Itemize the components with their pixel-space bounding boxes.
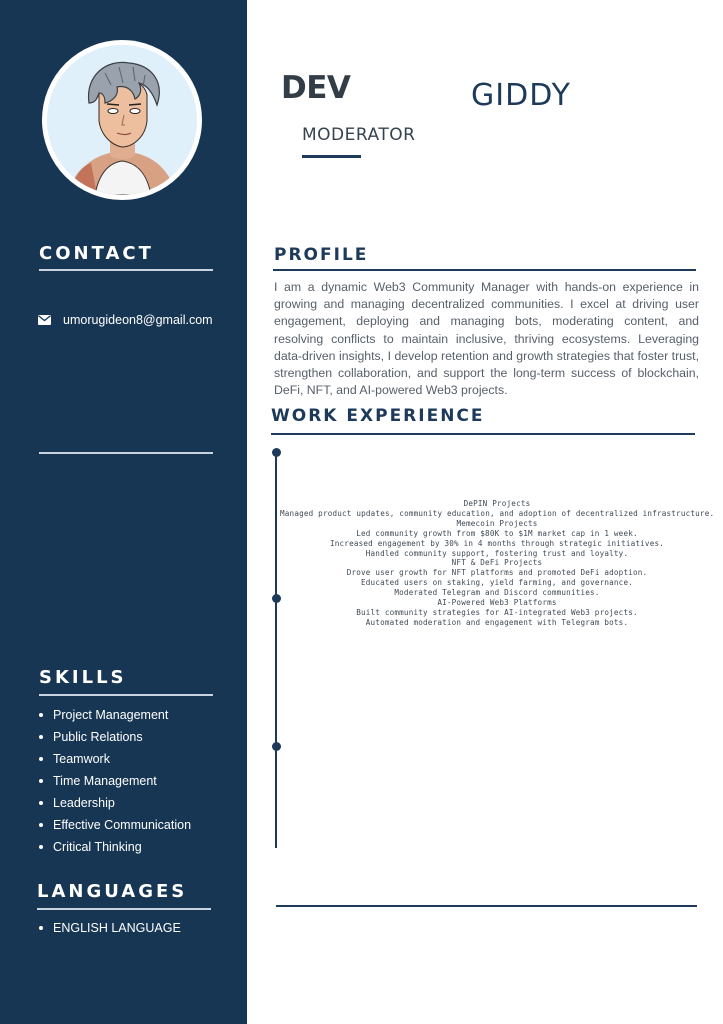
bullet-icon [39, 779, 43, 783]
timeline-dot [272, 742, 281, 751]
avatar [47, 45, 197, 195]
list-item: Effective Communication [36, 814, 191, 836]
work-line: Moderated Telegram and Discord communities. [394, 588, 600, 598]
contact-bottom-divider [39, 452, 213, 454]
avatar-frame [42, 40, 202, 200]
languages-heading: LANGUAGES [37, 881, 188, 902]
contact-email[interactable]: umorugideon8@gmail.com [63, 313, 213, 327]
work-experience-divider [271, 433, 695, 435]
work-line: Educated users on staking, yield farming, and governance. [361, 578, 633, 588]
work-experience-heading: WORK EXPERIENCE [271, 406, 485, 426]
bullet-icon [39, 801, 43, 805]
languages-list [36, 918, 181, 938]
list-item: Time Management [36, 770, 191, 792]
timeline-line [275, 452, 277, 848]
contact-heading: CONTACT [39, 243, 154, 264]
timeline-dot [272, 448, 281, 457]
skills-divider [39, 694, 213, 696]
work-line: AI-Powered Web3 Platforms [437, 598, 557, 608]
anime-portrait-avatar [47, 45, 197, 195]
sidebar [0, 0, 247, 1024]
list-item: Critical Thinking [36, 836, 191, 858]
footer-divider [276, 905, 697, 907]
work-line: Drove user growth for NFT platforms and promoted DeFi adoption. [346, 568, 648, 578]
role-underline [302, 155, 361, 158]
profile-heading: PROFILE [274, 245, 369, 265]
last-name: GIDDY [471, 78, 571, 113]
mail-icon [38, 315, 51, 325]
profile-summary: I am a dynamic Web3 Community Manager with hands-on experience in growing and managing decentralized communities. I excel at driving user engagement, deploying and managing bots, moderating content, and resolving conflicts to maintain inclusive, thriving ecosystems. Leveraging data-driven insights, I develop retention and growth strategies that foster trust, strengthen collaboration, and support the long-term success of blockchain, DeFi, NFT, and AI-powered Web3 projects. [274, 280, 699, 398]
bullet-icon [39, 713, 43, 717]
bullet-icon [39, 757, 43, 761]
work-line: Memecoin Projects [456, 518, 538, 528]
work-experience-list [280, 499, 714, 628]
contact-divider [39, 269, 213, 271]
work-line: DePIN Projects [463, 499, 531, 508]
work-line: Built community strategies for AI-integrated Web3 projects. [356, 607, 638, 617]
work-line: Managed product updates, community education, and adoption of decentralized infrastructure. [280, 508, 715, 518]
first-name: DEV [281, 70, 351, 106]
work-line: NFT & DeFi Projects [451, 558, 543, 568]
list-item: ENGLISH LANGUAGE [36, 918, 181, 938]
bullet-icon [39, 926, 43, 930]
profile-divider [273, 269, 696, 271]
list-item: Teamwork [36, 748, 191, 770]
bullet-icon [39, 735, 43, 739]
skills-heading: SKILLS [39, 667, 127, 688]
bullet-icon [39, 845, 43, 849]
work-line: Led community growth from $80K to $1M market cap in 1 week. [356, 528, 638, 538]
list-item: Leadership [36, 792, 191, 814]
work-line: Automated moderation and engagement with Telegram bots. [365, 617, 629, 627]
work-line: Increased engagement by 30% in 4 months through strategic initiatives. [329, 538, 665, 548]
languages-divider [37, 908, 211, 910]
work-line: Handled community support, fostering trust and loyalty. [365, 548, 629, 558]
role-title: MODERATOR [302, 125, 416, 145]
contact-email-row[interactable] [38, 313, 213, 327]
skills-list [36, 704, 191, 858]
list-item: Project Management [36, 704, 191, 726]
list-item: Public Relations [36, 726, 191, 748]
bullet-icon [39, 823, 43, 827]
